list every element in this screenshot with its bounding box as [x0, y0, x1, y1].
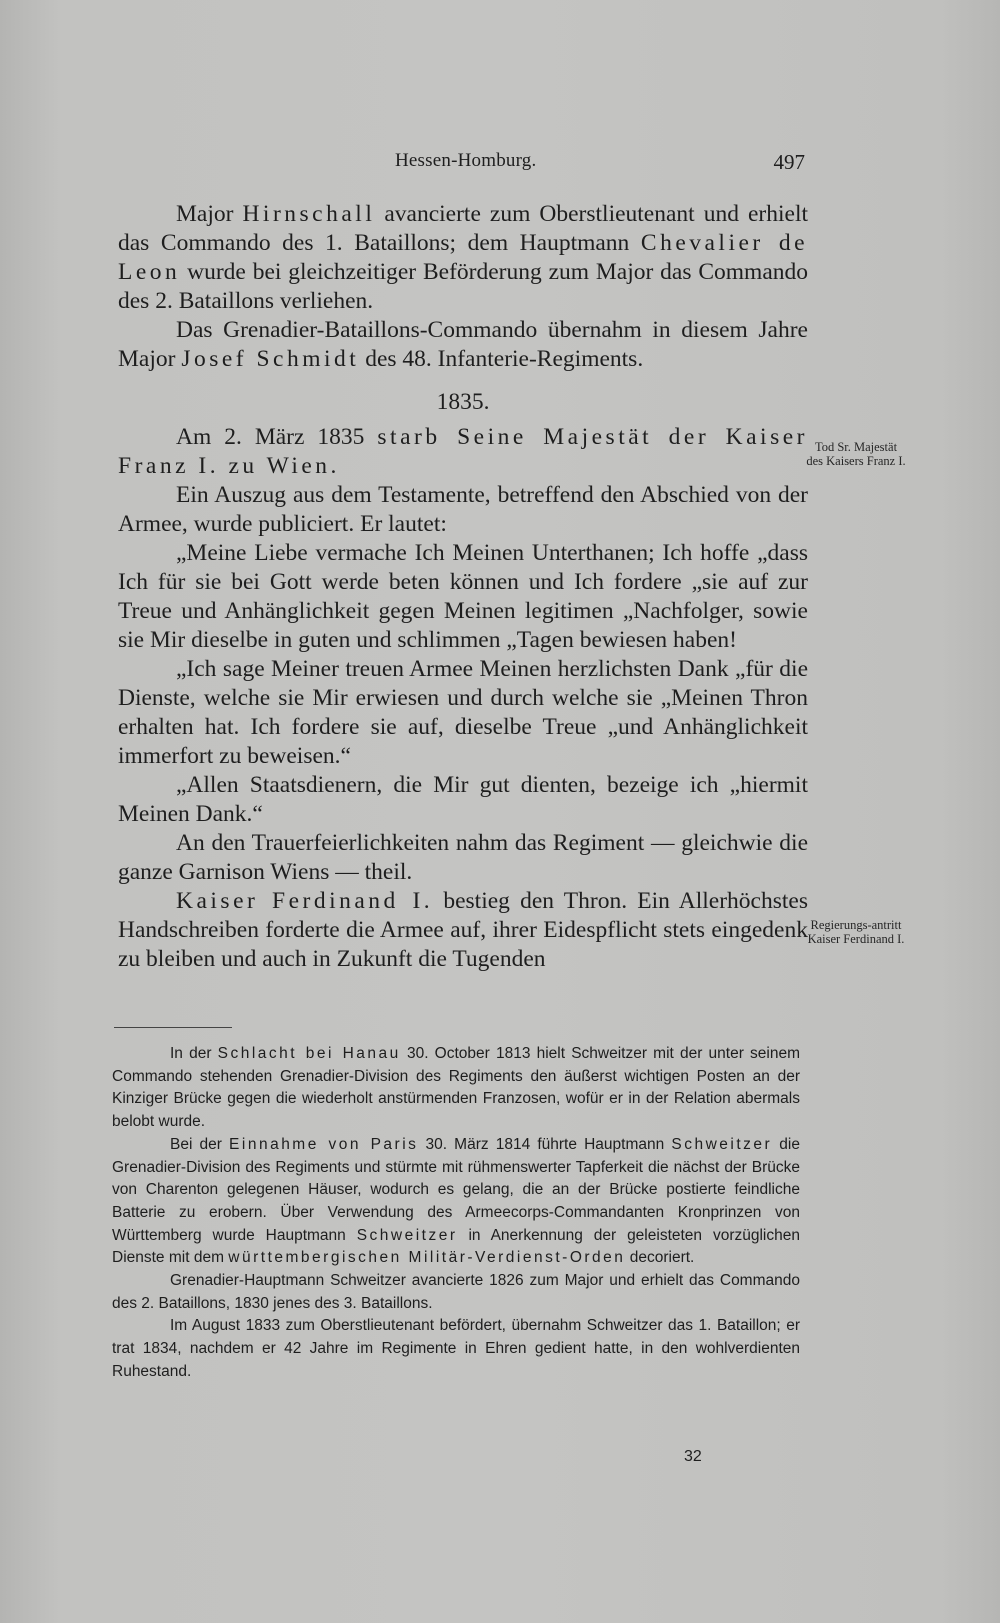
paragraph-6: „Ich sage Meiner treuen Armee Meinen herzlichsten Dank „für die Dienste, welche sie Mir erwiesen und durch welche sie „Meinen Thron erhalten hat. Ich fordere sie auf, dieselbe Treue „und Anhänglichkeit immerfort zu beweisen.“: [118, 656, 808, 769]
text-run: avancierte zum Oberstlieutenant und erhielt das Commando des 1. Bataillons; dem Hauptmann: [118, 201, 808, 256]
spaced-emphasis: Schweitzer: [671, 1135, 773, 1153]
paragraph-5: „Meine Liebe vermache Ich Meinen Unterthanen; Ich hoffe „dass Ich für sie bei Gott werde beten können und Ich fordere „sie auf zur Treue und Anhänglichkeit gegen Meinen legitimen „Nachfolger, sowie sie Mir dieselbe in guten und schlimmen „Tagen bewiesen haben!: [118, 540, 808, 653]
spaced-emphasis: Schweitzer: [356, 1226, 458, 1244]
text-run: In der: [170, 1045, 218, 1062]
body-text: [118, 200, 808, 974]
running-head: Hessen-Homburg.: [395, 150, 537, 171]
page-header: [110, 150, 805, 180]
text-run: bestieg den Thron. Ein Allerhöchstes Handschreiben forderte die Armee auf, ihrer Eidespflicht stets eingedenk zu bleiben und auch in Zukunft die Tugenden: [118, 888, 808, 972]
spaced-emphasis: starb Seine Majestät der Kaiser Franz I. zu Wien.: [118, 424, 808, 479]
text-run: die Grenadier-Division des Regiments und stürmte mit rühmenswerter Tapferkeit die nächst der Brücke von Charenton gelegenen Häuser, wodurch es gelang, die an der Brücke postierte feindliche Batterie zu erobern. Über Verwendung des Armeecorps-Commandanten Kronprinzen von Württemberg wurde Hauptmann: [112, 1135, 800, 1244]
text-run: 30. October 1813 hielt Schweitzer mit der unter seinem Commando stehenden Grenadier-Division des Regiments den äußerst wichtigen Posten an der Kinziger Brücke gegen die wiederholt anstürmenden Franzosen, wofür er in der Relation abermals belobt wurde.: [112, 1045, 800, 1131]
paragraph-7: „Allen Staatsdienern, die Mir gut dienten, bezeige ich „hiermit Meinen Dank.“: [118, 772, 808, 827]
text-run: 30. März 1814 führte Hauptmann: [418, 1135, 672, 1153]
paragraph-8: An den Trauerfeierlichkeiten nahm das Regiment — gleichwie die ganze Garnison Wiens — theil.: [118, 830, 808, 885]
text-run: Das Grenadier-Bataillons-Commando übernahm in diesem Jahre Major: [118, 317, 808, 372]
signature-mark: 32: [684, 1448, 702, 1465]
footnote-1: [112, 1043, 800, 1134]
name-chevalier: Chevalier de Leon: [118, 230, 808, 285]
margin-note-tod: Tod Sr. Majestät des Kaisers Franz I.: [806, 440, 906, 468]
name-hirnschall: Hirnschall: [242, 201, 376, 227]
text-run: in Anerkennung der geleisteten vorzüglichen Dienste mit dem: [112, 1226, 800, 1267]
paragraph-1: [118, 200, 808, 316]
footnote-2: [112, 1134, 800, 1270]
year-heading: 1835.: [436, 389, 490, 415]
text-run: Am 2. März 1835: [176, 424, 378, 450]
name-ferdinand: Kaiser Ferdinand I.: [176, 888, 434, 914]
page-number: 497: [773, 150, 805, 174]
name-schmidt: Josef Schmidt: [181, 346, 360, 372]
spaced-emphasis: Einnahme von Paris: [229, 1135, 419, 1153]
text-run: wurde bei gleichzeitiger Beförderung zum Major das Commando des 2. Bataillons verliehen.: [118, 259, 808, 314]
text-run: decoriert.: [625, 1249, 695, 1267]
paragraph-4: Ein Auszug aus dem Testamente, betreffend den Abschied von der Armee, wurde publiciert. Er lautet:: [118, 482, 808, 537]
spaced-emphasis: württembergischen Militär-Verdienst-Orden: [228, 1249, 626, 1267]
footnote-4: Im August 1833 zum Oberstlieutenant befördert, übernahm Schweitzer das 1. Bataillon; er trat 1834, nachdem er 42 Jahre im Regimente in Ehren gedient hatte, in den wohlverdienten Ruhestand.: [112, 1317, 800, 1380]
paragraph-2: [118, 316, 808, 374]
margin-note-regierungsantritt: Regierungs-antritt Kaiser Ferdinand I.: [807, 918, 905, 946]
text-run: Bei der: [170, 1135, 230, 1153]
footnote-3: Grenadier-Hauptmann Schweitzer avancierte 1826 zum Major und erhielt das Commando des 2. Bataillons, 1830 jenes des 3. Bataillons.: [112, 1272, 800, 1312]
text-run: des 48. Infanterie-Regiments.: [359, 346, 644, 372]
paragraph-9: [118, 887, 808, 974]
paragraph-3: [118, 423, 808, 481]
footnote-rule: [114, 1027, 232, 1028]
spaced-emphasis: Schlacht bei Hanau: [217, 1045, 401, 1062]
footnotes: [112, 1043, 800, 1384]
text-run: Major: [176, 201, 243, 227]
